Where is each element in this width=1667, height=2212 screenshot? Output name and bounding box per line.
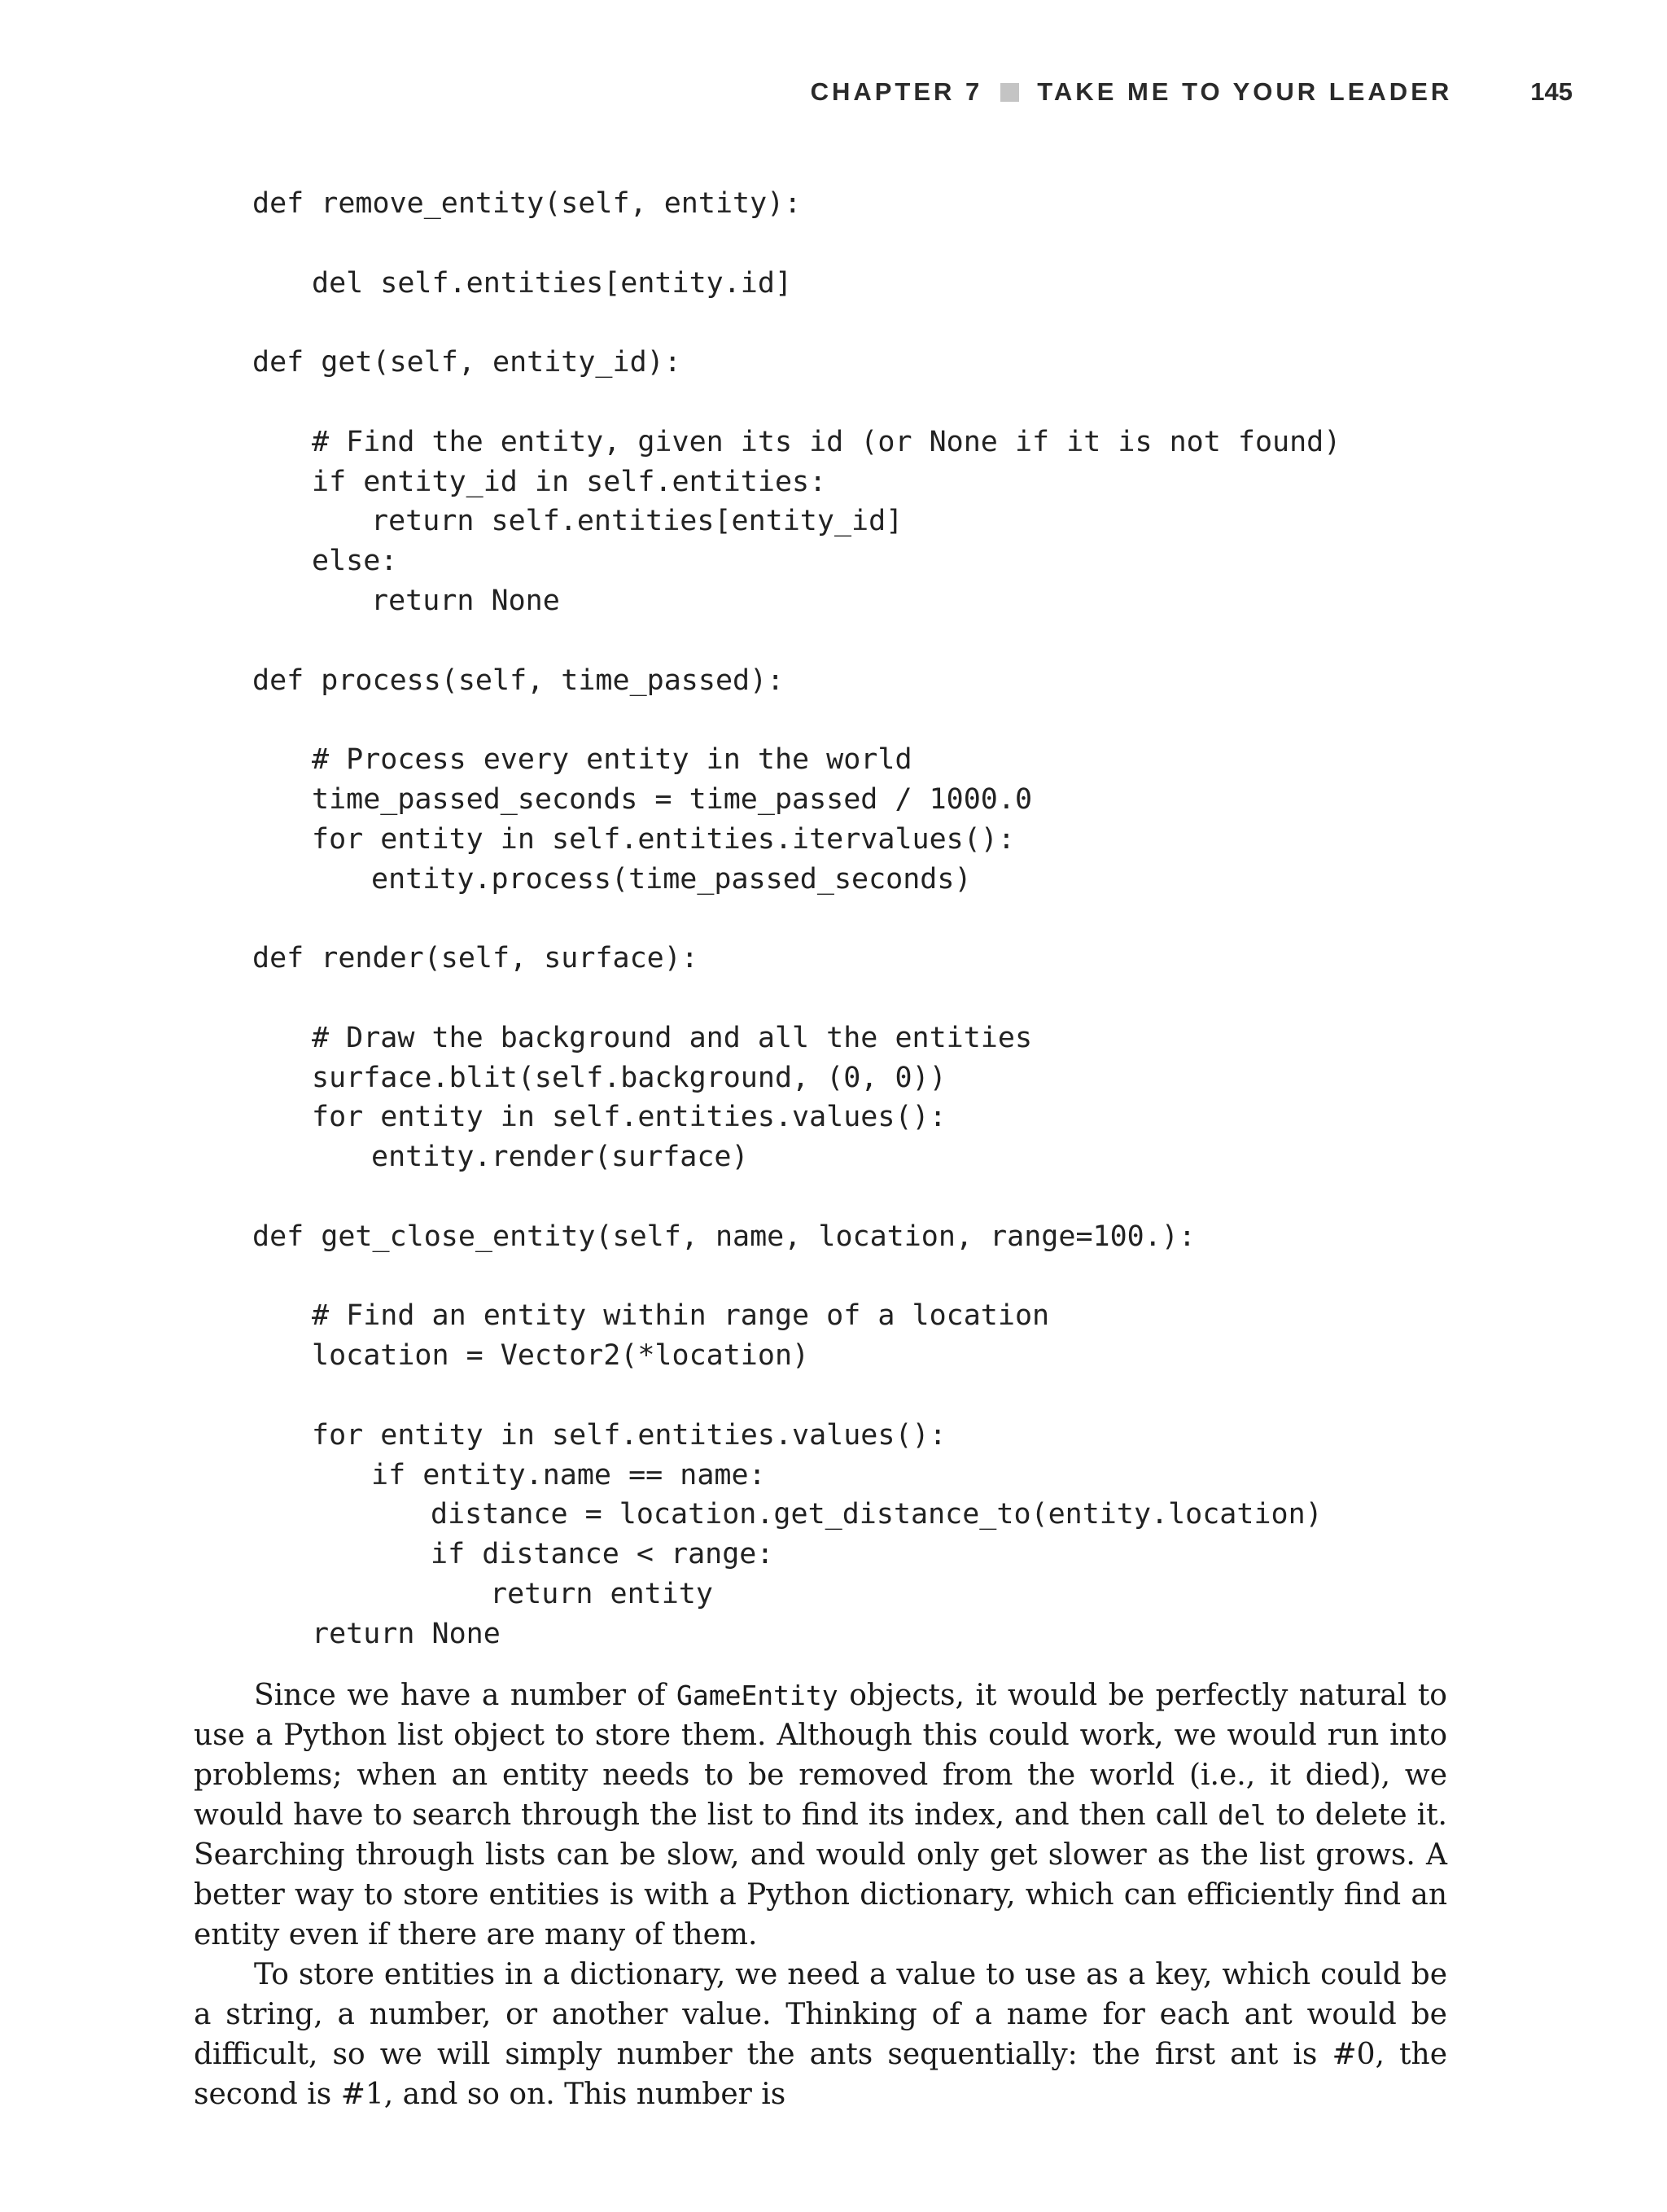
code-line: def remove_entity(self, entity): — [252, 187, 802, 220]
code-line: entity.render(surface) — [371, 1141, 749, 1174]
inline-code: del — [1218, 1799, 1267, 1831]
code-line: distance = location.get_distance_to(entity.location) — [431, 1498, 1323, 1531]
code-line: # Draw the background and all the entities — [312, 1021, 1033, 1054]
separator-square-icon — [1000, 83, 1019, 102]
paragraph: Since we have a number of GameEntity objects, it would be perfectly natural to use a Python list object to store them. Although this could work, we would run into problems; when an entity needs to be removed from the world (i.e., it died), we would have to search through the list to find its index, and then call del to delete it. Searching through lists can be slow, and would only get slower as the list grows. A better way to store entities is with a Python dictionary, which can efficiently find an entity even if there are many of them. — [194, 1679, 1447, 1951]
code-line: else: — [312, 545, 398, 578]
body-text — [194, 1675, 1447, 2114]
code-line: def get(self, entity_id): — [252, 346, 681, 379]
paragraph: To store entities in a dictionary, we need a value to use as a key, which could be a string, a number, or another value. Thinking of a name for each ant would be difficult, so we will simply number the ants sequentially: the first ant is #0, the second is #1, and so on. This number is — [194, 1958, 1447, 2111]
code-line: for entity in self.entities.values(): — [312, 1101, 947, 1134]
inline-code: GameEntity — [676, 1680, 838, 1711]
page-number: 145 — [1530, 77, 1573, 106]
code-line: time_passed_seconds = time_passed / 1000.0 — [312, 783, 1033, 816]
code-line: if distance < range: — [431, 1538, 774, 1571]
code-line: def render(self, surface): — [252, 942, 698, 975]
code-line: entity.process(time_passed_seconds) — [371, 862, 972, 896]
running-header — [811, 72, 1573, 112]
code-line: if entity_id in self.entities: — [312, 465, 827, 498]
code-line: del self.entities[entity.id] — [312, 266, 793, 300]
code-line: # Find an entity within range of a location — [312, 1299, 1050, 1333]
code-line: surface.blit(self.background, (0, 0)) — [312, 1061, 947, 1094]
code-line: def get_close_entity(self, name, location, range=100.): — [252, 1220, 1196, 1253]
code-line: return None — [312, 1617, 501, 1650]
code-line: for entity in self.entities.values(): — [312, 1418, 947, 1452]
code-line: # Process every entity in the world — [312, 743, 912, 777]
code-line: def process(self, time_passed): — [252, 664, 785, 697]
code-line: for entity in self.entities.itervalues(): — [312, 822, 1015, 856]
chapter-label: CHAPTER 7 — [810, 77, 983, 106]
code-line: return self.entities[entity_id] — [371, 505, 904, 538]
code-line: return None — [371, 585, 560, 617]
code-line: return entity — [490, 1578, 713, 1610]
code-line: # Find the entity, given its id (or None if it is not found) — [312, 425, 1341, 458]
code-line: location = Vector2(*location) — [312, 1339, 810, 1373]
code-line: if entity.name == name: — [371, 1458, 766, 1491]
chapter-title: TAKE ME TO YOUR LEADER — [1037, 77, 1453, 106]
